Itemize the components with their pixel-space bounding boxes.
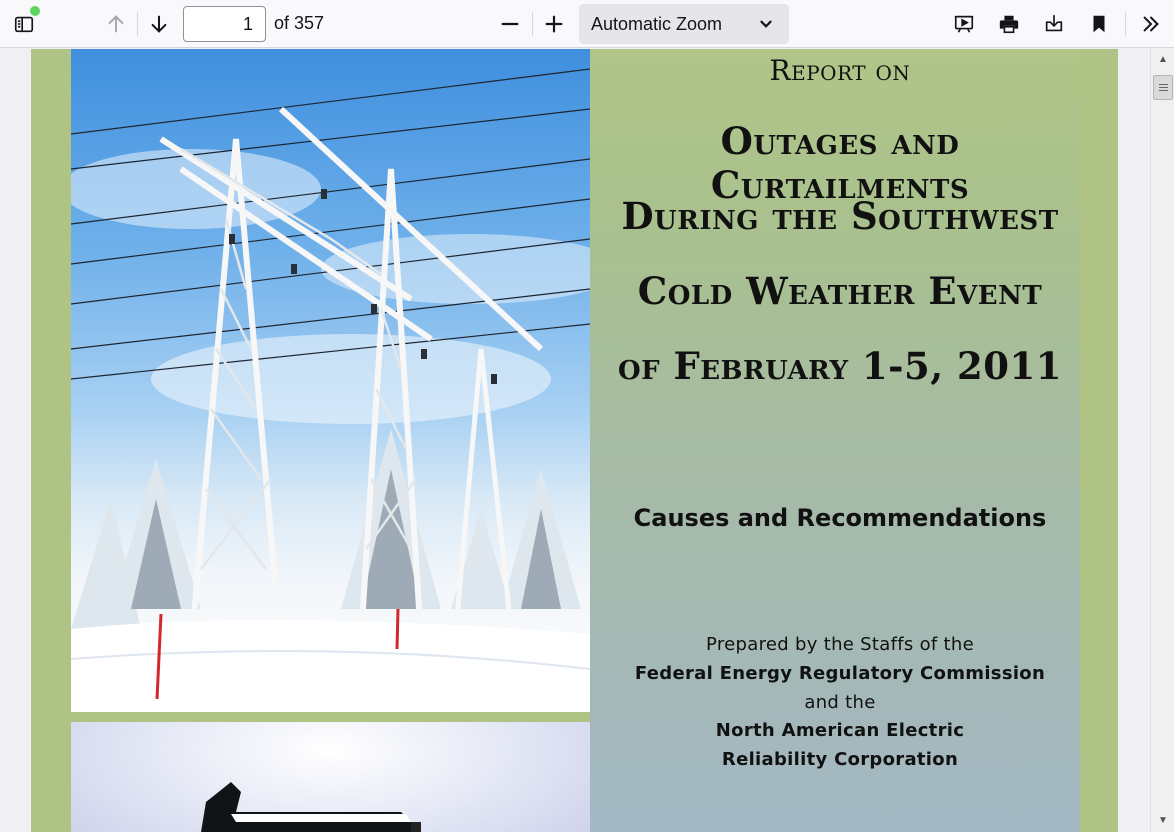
- toolbar-separator: [1125, 12, 1126, 36]
- title-line-3: Cold Weather Event: [637, 269, 1043, 313]
- organization-ferc: Federal Energy Regulatory Commission: [634, 663, 1046, 684]
- zoom-select-value: Automatic Zoom: [591, 13, 723, 34]
- report-on-label: Report on: [769, 54, 911, 87]
- pdf-page: [31, 49, 1118, 832]
- minus-icon: [499, 13, 521, 35]
- title-line-1: Outages and Curtailments: [710, 119, 970, 207]
- next-page-button[interactable]: [143, 8, 175, 40]
- title-line-2: During the Southwest: [621, 194, 1059, 238]
- printer-icon: [998, 13, 1020, 35]
- previous-page-button[interactable]: [100, 8, 132, 40]
- organization-nerc-line-2: Reliability Corporation: [721, 749, 959, 770]
- scroll-down-arrow-icon[interactable]: ▼: [1158, 815, 1168, 826]
- pdf-toolbar: [0, 0, 1174, 48]
- chevron-down-icon: [757, 15, 775, 33]
- cover-title-panel: [590, 49, 1080, 832]
- zoom-in-button[interactable]: [538, 8, 570, 40]
- save-button[interactable]: [1038, 8, 1070, 40]
- organization-nerc-line-1: North American Electric: [715, 720, 965, 741]
- arrow-up-icon: [105, 13, 127, 35]
- zoom-out-button[interactable]: [494, 8, 526, 40]
- page-number-input[interactable]: [183, 6, 266, 42]
- print-button[interactable]: [993, 8, 1025, 40]
- download-icon: [1043, 13, 1065, 35]
- scroll-up-arrow-icon[interactable]: ▲: [1158, 54, 1168, 65]
- arrow-down-icon: [148, 13, 170, 35]
- page-count-label: of 357: [274, 13, 325, 33]
- snowy-equipment-illustration: [71, 722, 590, 832]
- presentation-icon: [953, 13, 975, 35]
- document-viewer[interactable]: [0, 49, 1150, 832]
- double-chevron-right-icon: [1140, 13, 1162, 35]
- transmission-tower-illustration: [71, 49, 590, 712]
- subtitle: Causes and Recommendations: [633, 504, 1047, 532]
- update-indicator-dot: [29, 5, 41, 17]
- bookmark-button[interactable]: [1083, 8, 1115, 40]
- scrollbar-thumb[interactable]: [1153, 75, 1173, 100]
- toolbar-separator: [532, 12, 533, 36]
- cover-photo-snowy-equipment: [71, 722, 590, 832]
- zoom-select[interactable]: [579, 4, 789, 44]
- toolbar-separator: [137, 12, 138, 36]
- bookmark-icon: [1088, 13, 1110, 35]
- cover-photo-transmission-towers: [71, 49, 590, 712]
- tools-menu-button[interactable]: [1135, 8, 1167, 40]
- and-the-line: and the: [804, 692, 876, 713]
- presentation-mode-button[interactable]: [948, 8, 980, 40]
- prepared-by-line: Prepared by the Staffs of the: [706, 634, 974, 655]
- vertical-scrollbar[interactable]: [1150, 49, 1174, 832]
- plus-icon: [543, 13, 565, 35]
- title-line-4: of February 1-5, 2011: [617, 344, 1063, 388]
